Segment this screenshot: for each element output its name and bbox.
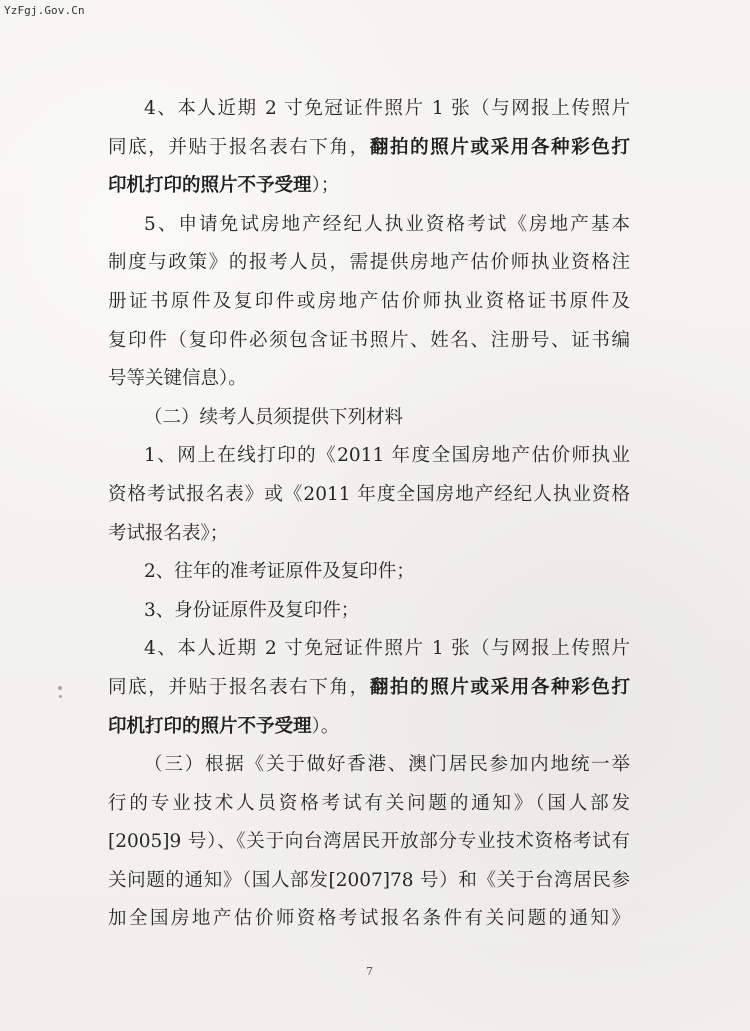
paragraph-line bbox=[108, 592, 630, 631]
paragraph-line bbox=[108, 167, 630, 206]
paragraph-line bbox=[108, 437, 630, 476]
line-text: （三）根据《关于做好香港、澳门居民参加内地统一举 bbox=[144, 754, 630, 776]
paragraph-line bbox=[108, 129, 630, 168]
paragraph-line bbox=[108, 708, 630, 747]
site-watermark: YzFgj.Gov.Cn bbox=[4, 4, 85, 17]
page-number: 7 bbox=[366, 965, 373, 978]
section-heading bbox=[108, 399, 630, 438]
paragraph-line bbox=[108, 630, 630, 669]
document-body bbox=[108, 90, 630, 939]
paragraph-line bbox=[108, 669, 630, 708]
line-text: 复印件（复印件必须包含证书照片、姓名、注册号、证书编 bbox=[108, 329, 630, 351]
line-text: 加全国房地产估价师资格考试报名条件有关问题的通知》 bbox=[108, 908, 630, 930]
line-text: 4、本人近期 2 寸免冠证件照片 1 张（与网报上传照片 bbox=[144, 98, 630, 119]
line-text: 号等关键信息）。 bbox=[108, 368, 247, 390]
line-text: 1、网上在线打印的《2011 年度全国房地产估价师执业 bbox=[144, 445, 630, 467]
paragraph-line bbox=[108, 476, 630, 515]
heading-text: （二）续考人员须提供下列材料 bbox=[144, 406, 404, 428]
line-text: 4、本人近期 2 寸免冠证件照片 1 张（与网报上传照片 bbox=[144, 638, 630, 660]
line-text: 资格考试报名表》或《2011 年度全国房地产经纪人执业资格 bbox=[108, 483, 630, 505]
paragraph-line bbox=[108, 515, 630, 554]
line-text: ）。 bbox=[311, 715, 340, 737]
line-bold-text: 翻拍的照片或采用各种彩色打 bbox=[369, 136, 630, 158]
line-bold-text: 印机打印的照片不予受理 bbox=[108, 715, 312, 737]
line-text: 考试报名表》； bbox=[108, 522, 229, 544]
scan-speck bbox=[59, 695, 62, 698]
line-text: 5、申请免试房地产经纪人执业资格考试《房地产基本 bbox=[144, 213, 630, 235]
line-bold-text: 翻拍的照片或采用各种彩色打 bbox=[369, 676, 630, 698]
line-text: 册证书原件及复印件或房地产估价师执业资格证书原件及 bbox=[108, 290, 630, 312]
paragraph-line bbox=[108, 322, 630, 361]
paragraph-line bbox=[108, 283, 630, 322]
line-text: 关问题的通知》（国人部发[2007]78 号）和《关于台湾居民参 bbox=[108, 869, 630, 891]
paragraph-line bbox=[108, 746, 630, 785]
scan-speck bbox=[58, 686, 62, 690]
line-text: 行的专业技术人员资格考试有关问题的通知》（国人部发 bbox=[108, 792, 630, 814]
paragraph-line bbox=[108, 823, 630, 862]
line-text: 同底，并贴于报名表右下角， bbox=[108, 676, 370, 698]
paragraph-line bbox=[108, 90, 630, 129]
line-text: 同底，并贴于报名表右下角， bbox=[108, 136, 370, 158]
line-bold-text: 印机打印的照片不予受理 bbox=[108, 175, 312, 197]
line-text: 3、身份证原件及复印件； bbox=[144, 599, 360, 621]
paragraph-line bbox=[108, 900, 630, 939]
line-text: [2005]9 号）、《关于向台湾居民开放部分专业技术资格考试有 bbox=[108, 831, 630, 853]
paragraph-line bbox=[108, 862, 630, 901]
paragraph-line bbox=[108, 553, 630, 592]
paragraph-line bbox=[108, 785, 630, 824]
line-text: 2、往年的准考证原件及复印件； bbox=[144, 561, 415, 583]
paragraph-line bbox=[108, 360, 630, 399]
paragraph-line bbox=[108, 244, 630, 283]
line-text: 制度与政策》的报考人员，需提供房地产估价师执业资格注 bbox=[108, 252, 630, 274]
line-text: ）； bbox=[311, 175, 340, 197]
paragraph-line bbox=[108, 206, 630, 245]
